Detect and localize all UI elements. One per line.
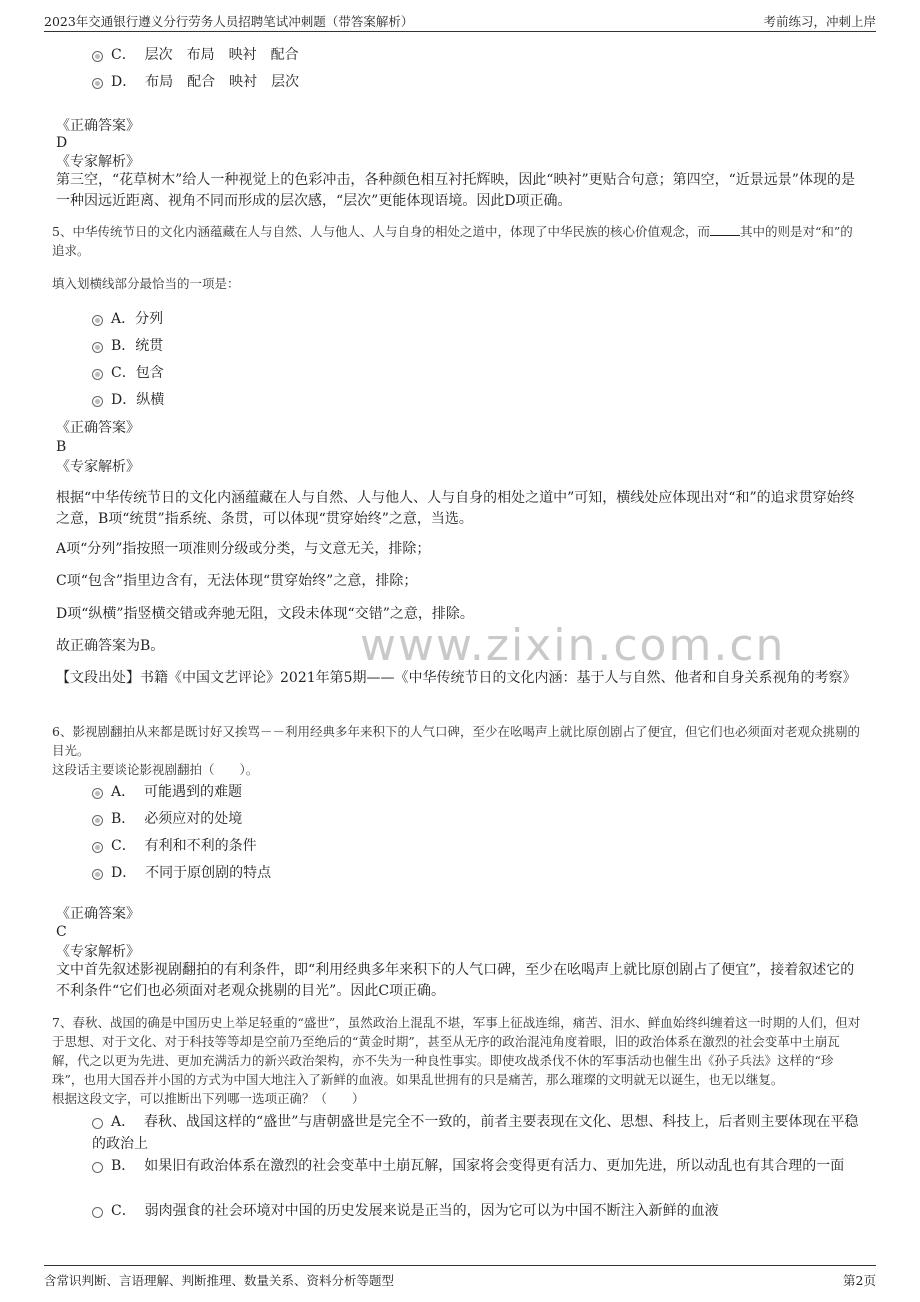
footer-divider: [44, 1265, 876, 1266]
q5-stem: [52, 222, 864, 260]
option-text: 如果旧有政治体系在激烈的社会变革中土崩瓦解，国家将会变得更有活力、更加先进，所以动乱也有其合理的一面: [144, 1158, 845, 1174]
q5-analysis-label: 《专家解析》: [56, 459, 140, 475]
radio-icon[interactable]: [92, 788, 103, 799]
radio-icon[interactable]: [92, 1118, 103, 1129]
q5-prompt: 填入划横线部分最恰当的一项是：: [52, 276, 240, 291]
q5-option-d[interactable]: [92, 389, 164, 411]
option-text: 有利和不利的条件: [144, 838, 257, 854]
option-text: 层次 布局 映衬 配合: [144, 47, 299, 63]
q7-option-b[interactable]: [92, 1155, 862, 1177]
q5-analysis-3: C项“包含”指里边含有，无法体现“贯穿始终”之意，排除；: [56, 573, 418, 589]
option-letter: A．: [111, 311, 136, 327]
q4-option-d[interactable]: [92, 71, 299, 93]
q7-stem: 7、春秋、战国的确是中国历史上举足轻重的“盛世”，虽然政治上混乱不堪，军事上征战连绵，痛苦、泪水、鲜血始终纠缠着这一时期的人们，但对于思想、对于文化、对于科技等等却是空前乃至绝后的“黄金时期”，甚至从无序的政治混沌角度着眼，旧的政治体系在激烈的社会变革中土崩瓦解，代之以更为先进、更加充满活力的新兴政治架构，亦不失为一种良性事实。即使攻战杀伐不休的军事活动也催生出《孙子兵法》这样的“珍珠”，也用大国吞并小国的方式为中国大地注入了新鲜的血液。如果乱世拥有的只是痛苦，那么璀璨的文明就无以诞生，也无以继复。: [52, 1015, 861, 1087]
option-text: 不同于原创剧的特点: [145, 865, 272, 881]
option-letter: B．: [111, 338, 136, 354]
option-text: 纵横: [136, 392, 165, 408]
radio-icon[interactable]: [92, 869, 103, 880]
q5-stem-b: 其中的则是对“和”的追求。: [52, 224, 853, 258]
page-header-title: 2023年交通银行遵义分行劳务人员招聘笔试冲刺题（带答案解析）: [44, 14, 414, 29]
q5-answer-label: 《正确答案》: [56, 420, 140, 436]
q6-analysis-label: 《专家解析》: [56, 944, 140, 960]
radio-icon[interactable]: [92, 51, 103, 62]
page-number: 第2页: [843, 1273, 876, 1288]
q5-source: 【文段出处】书籍《中国文艺评论》2021年第5期——《中华传统节日的文化内涵：基于人与自然、他者和自身关系视角的考察》: [56, 670, 857, 686]
radio-icon[interactable]: [92, 369, 103, 380]
q5-answer: B: [56, 439, 67, 455]
option-letter: D．: [111, 74, 137, 90]
radio-icon[interactable]: [92, 815, 103, 826]
option-letter: D．: [111, 392, 137, 408]
q5-analysis-1: 根据“中华传统节日的文化内涵蕴藏在人与自然、人与他人、人与自身的相处之道中”可知，横线处应体现出对“和”的追求贯穿始终之意，B项“统贯”指系统、条贯，可以体现“贯穿始终”之意，当选。: [56, 490, 855, 527]
option-letter: C．: [111, 1203, 136, 1219]
q4-answer: D: [56, 135, 68, 151]
q4-option-c[interactable]: [92, 44, 299, 66]
option-letter: C．: [111, 47, 136, 63]
option-text: 可能遇到的难题: [144, 784, 243, 800]
option-letter: A．: [111, 784, 136, 800]
option-text: 布局 配合 映衬 层次: [145, 74, 300, 90]
radio-icon[interactable]: [92, 842, 103, 853]
q6-answer-label: 《正确答案》: [56, 906, 140, 922]
q4-answer-label: 《正确答案》: [56, 118, 140, 134]
option-letter: B．: [111, 1158, 136, 1174]
option-text: 统贯: [135, 338, 164, 354]
radio-icon[interactable]: [92, 342, 103, 353]
q6-analysis: 文中首先叙述影视剧翻拍的有利条件，即“利用经典多年来积下的人气口碑，至少在吆喝声上就比原创剧占了便宜”，接着叙述它的不利条件“它们也必须面对老观众挑剔的目光”。因此C项正确。: [56, 962, 855, 999]
option-text: 包含: [135, 365, 164, 381]
option-letter: D．: [111, 865, 137, 881]
radio-icon[interactable]: [92, 315, 103, 326]
q4-analysis: 第三空，“花草树木”给人一种视觉上的色彩冲击，各种颜色相互衬托辉映，因此“映衬”更贴合句意；第四空，“近景远景”体现的是一种因远近距离、视角不同而形成的层次感，“层次”更能体现语境。因此D项正确。: [56, 172, 855, 209]
q5-analysis-2: A项“分列”指按照一项准则分级或分类，与文意无关，排除；: [56, 541, 431, 557]
header-divider: [44, 31, 876, 32]
q6-option-d[interactable]: [92, 862, 271, 884]
option-text: 弱肉强食的社会环境对中国的历史发展来说是正当的，因为它可以为中国不断注入新鲜的血液: [144, 1203, 719, 1219]
radio-icon[interactable]: [92, 1162, 103, 1173]
q5-stem-a: 5、中华传统节日的文化内涵蕴藏在人与自然、人与他人、人与自身的相处之道中，体现了中华民族的核心价值观念，而: [52, 224, 710, 239]
q7-option-c[interactable]: [92, 1200, 862, 1222]
q7-prompt: 根据这段文字，可以推断出下列哪一选项正确？（ ）: [52, 1091, 365, 1106]
option-text: 春秋、战国这样的“盛世”与唐朝盛世是完全不一致的，前者主要表现在文化、思想、科技上，后者则主要体现在平稳的政治上: [92, 1114, 859, 1152]
radio-icon[interactable]: [92, 1207, 103, 1218]
q6-answer: C: [56, 924, 67, 940]
option-text: 必须应对的处境: [144, 811, 243, 827]
option-letter: C．: [111, 365, 136, 381]
q5-analysis-4: D项“纵横”指竖横交错或奔驰无阻，文段未体现“交错”之意，排除。: [56, 606, 474, 622]
option-text: 分列: [135, 311, 164, 327]
watermark: www.zixin.com.cn: [360, 620, 786, 671]
q6-option-c[interactable]: [92, 835, 257, 857]
q6-option-a[interactable]: [92, 781, 242, 803]
fill-blank: [710, 223, 740, 236]
q4-analysis-label: 《专家解析》: [56, 154, 140, 170]
footer-note: 含常识判断、言语理解、判断推理、数量关系、资料分析等题型: [44, 1273, 395, 1288]
radio-icon[interactable]: [92, 396, 103, 407]
q5-analysis-5: 故正确答案为B。: [56, 638, 165, 654]
q5-option-b[interactable]: [92, 335, 163, 357]
q6-option-b[interactable]: [92, 808, 242, 830]
q5-option-a[interactable]: [92, 308, 163, 330]
q5-option-c[interactable]: [92, 362, 164, 384]
option-letter: C．: [111, 838, 136, 854]
page-header-slogan: 考前练习，冲刺上岸: [763, 14, 876, 29]
q7-option-a[interactable]: [92, 1111, 862, 1155]
q6-stem: 6、影视剧翻拍从来都是既讨好又挨骂－－利用经典多年来积下的人气口碑，至少在吆喝声上就比原创剧占了便宜，但它们也必须面对老观众挑剔的目光。: [52, 724, 860, 758]
option-letter: A．: [111, 1114, 136, 1130]
option-letter: B．: [111, 811, 136, 827]
radio-icon[interactable]: [92, 78, 103, 89]
q6-prompt: 这段话主要谈论影视剧翻拍（ ）。: [52, 762, 259, 777]
